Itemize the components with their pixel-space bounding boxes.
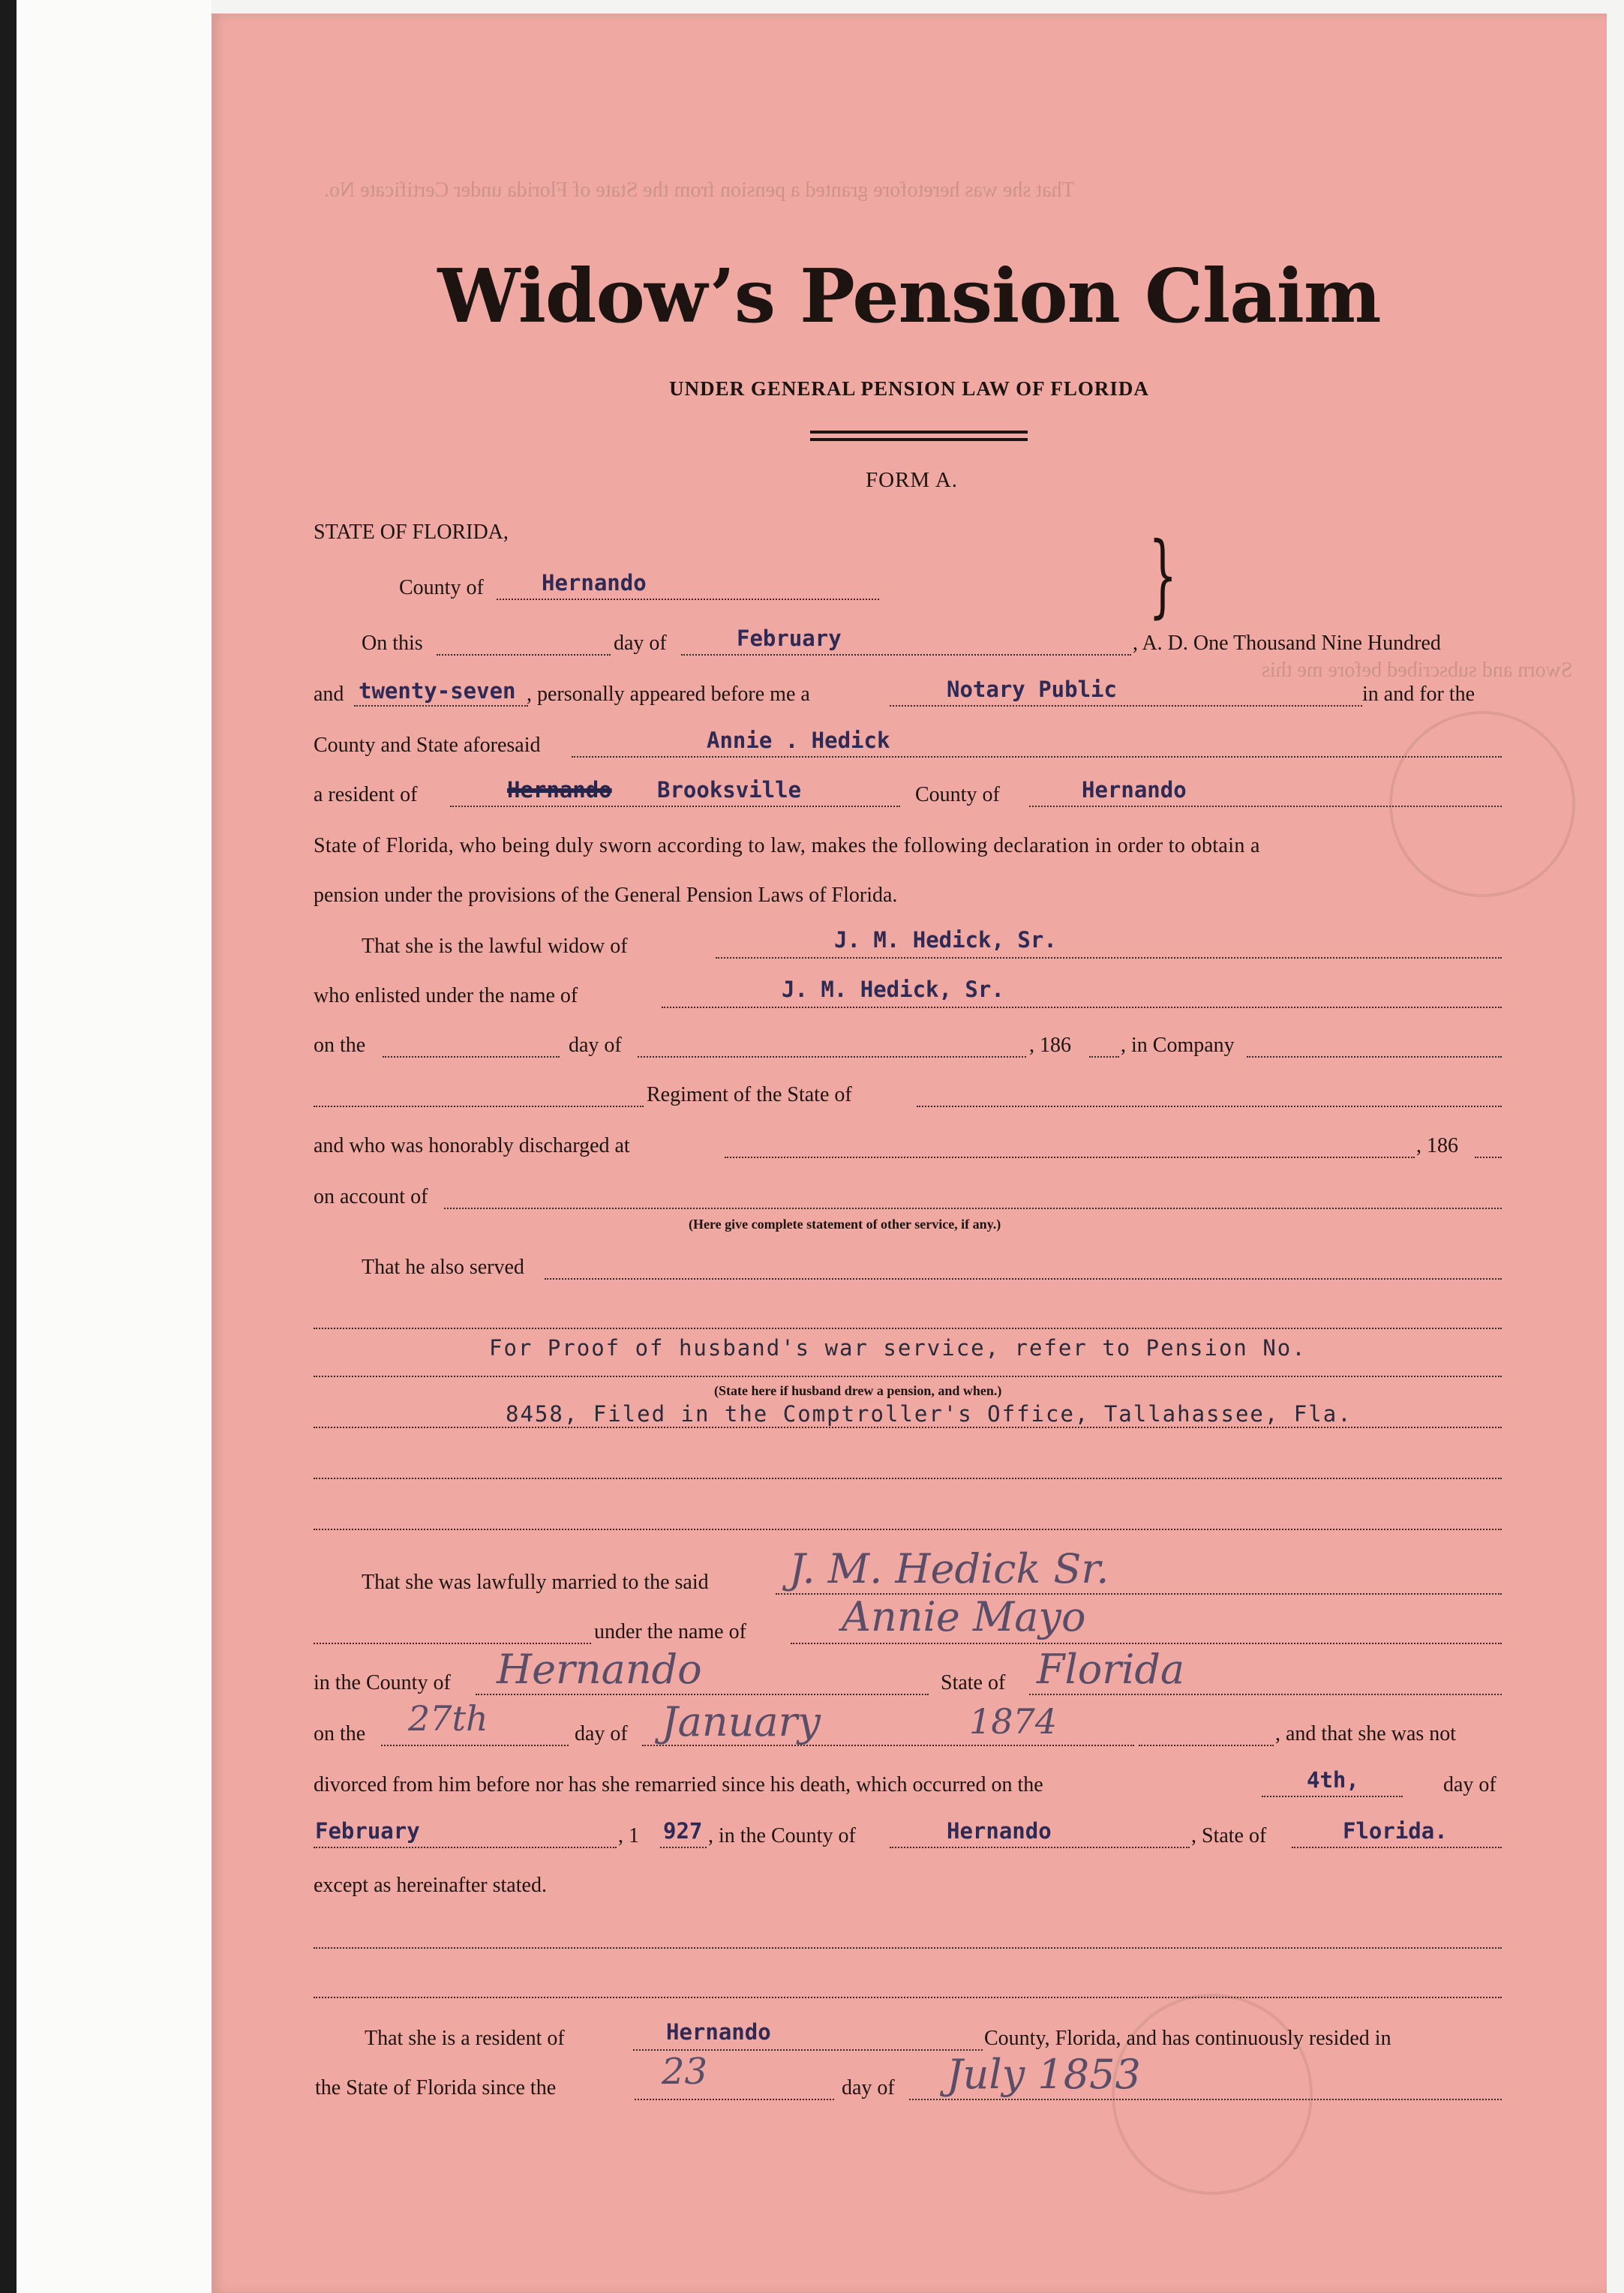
day-of-4: day of — [1443, 1773, 1496, 1796]
county-state: County and State aforesaid — [314, 734, 541, 757]
regiment-line — [314, 1106, 644, 1107]
marriage-day-line — [381, 1745, 569, 1746]
county-line-2 — [1029, 806, 1502, 807]
marriage-county-line — [476, 1694, 929, 1695]
enlisted-name: J. M. Hedick, Sr. — [782, 977, 1004, 1002]
marriage-state: Florida — [1037, 1646, 1185, 1693]
death-year-line — [660, 1847, 707, 1848]
enlist-day-line — [383, 1056, 560, 1058]
struck-text: Hernando — [507, 777, 612, 803]
form-subtitle: UNDER GENERAL PENSION LAW OF FLORIDA — [669, 377, 1149, 400]
discharged: and who was honorably discharged at — [314, 1134, 630, 1157]
since-day-line — [635, 2099, 834, 2100]
marriage-state-line — [1029, 1694, 1502, 1695]
seal-impression — [1112, 1994, 1313, 2195]
married-name: J. M. Hedick Sr. — [789, 1545, 1109, 1592]
year-words: twenty-seven — [359, 678, 516, 704]
regiment-state-line — [917, 1106, 1502, 1107]
day-of-5: day of — [842, 2076, 895, 2099]
state-of-label: State of — [941, 1671, 1006, 1694]
death-state: Florida. — [1343, 1818, 1448, 1844]
county-label: County of — [399, 576, 484, 599]
not-divorced-line — [1139, 1745, 1274, 1746]
on-this: On this — [362, 632, 423, 655]
company-line — [1247, 1056, 1502, 1058]
brace: } — [1148, 524, 1178, 628]
and-text: and — [314, 683, 344, 706]
since-month-line — [909, 2099, 1502, 2100]
since-day: 23 — [662, 2051, 708, 2093]
married-to: That she was lawfully married to the said — [362, 1571, 709, 1594]
county-value-2: Hernando — [1082, 777, 1187, 803]
death-county-line — [890, 1847, 1190, 1848]
blank-line-3 — [314, 1427, 1502, 1428]
state-of-2: , State of — [1191, 1824, 1267, 1847]
divorced-line: divorced from him before nor has she remarried since his death, which occurred on the — [314, 1773, 1043, 1796]
maiden-line — [791, 1643, 1502, 1644]
backing-sheet — [17, 0, 212, 2293]
county-line — [497, 599, 879, 600]
death-county: Hernando — [947, 1818, 1052, 1844]
day-of-3: day of — [575, 1722, 628, 1745]
on-the: on the — [314, 1034, 366, 1057]
discharged-year: , 186 — [1416, 1134, 1458, 1157]
blank-line-6 — [314, 1947, 1502, 1949]
scanner-edge — [0, 0, 17, 2293]
on-the-3: on the — [314, 1722, 366, 1745]
claimant-line — [572, 756, 1502, 758]
day-line — [437, 654, 611, 656]
widow-of: That she is the lawful widow of — [362, 935, 628, 958]
state-heading: STATE OF FLORIDA, — [314, 521, 509, 544]
under-name: under the name of — [594, 1620, 746, 1643]
county-value: Hernando — [542, 570, 647, 596]
year-digit-line — [1089, 1056, 1119, 1058]
marriage-year: 1874 — [969, 1701, 1058, 1742]
blank-line-7 — [314, 1997, 1502, 1998]
blank-line-5 — [314, 1529, 1502, 1530]
discharged-digit-line — [1475, 1157, 1502, 1158]
form-title: Widow’s Pension Claim — [437, 254, 1381, 340]
title-rule — [810, 438, 1028, 441]
seal-impression — [1389, 711, 1575, 897]
form-label: FORM A. — [866, 468, 959, 492]
company: , in Company — [1121, 1034, 1235, 1057]
death-month: February — [315, 1818, 420, 1844]
under-name-blank — [314, 1643, 591, 1644]
marriage-month: January — [662, 1698, 821, 1745]
title-rule — [810, 431, 1028, 434]
account-line — [444, 1208, 1502, 1209]
since-text: the State of Florida since the — [315, 2076, 557, 2099]
death-year: 927 — [663, 1818, 703, 1844]
proof-line-2: 8458, Filed in the Comptroller's Office, Tallahassee, Fla. — [506, 1401, 1352, 1427]
month-line — [681, 654, 1131, 656]
blank-line-4 — [314, 1478, 1502, 1479]
proof-line-1: For Proof of husband's war service, refer to Pension No. — [489, 1335, 1307, 1361]
sworn-line-2: pension under the provisions of the General Pension Laws of Florida. — [314, 884, 898, 907]
month-value: February — [737, 626, 842, 651]
account-note: (Here give complete statement of other service, if any.) — [689, 1217, 1001, 1232]
claimant-name: Annie . Hedick — [707, 728, 890, 753]
maiden-name: Annie Mayo — [842, 1593, 1086, 1640]
county-florida: County, Florida, and has continuously resided in — [984, 2027, 1391, 2050]
year-line — [354, 705, 528, 707]
sworn-line-1: State of Florida, who being duly sworn according to law, makes the following declaration in order to obtain a — [314, 834, 1260, 857]
officer-value: Notary Public — [947, 677, 1117, 702]
blank-line-2 — [314, 1376, 1502, 1377]
year-186: , 186 — [1029, 1034, 1071, 1057]
regiment: Regiment of the State of — [647, 1083, 852, 1106]
marriage-day: 27th — [408, 1698, 488, 1739]
enlisted-line — [662, 1007, 1502, 1008]
appeared-text: , personally appeared before me a — [527, 683, 810, 706]
death-day: 4th, — [1307, 1767, 1359, 1793]
death-month-line — [314, 1847, 617, 1848]
pension-form: That she was heretofore granted a pension from the State of Florida under Certificate No. Sworn and subscribed before me this Widow’s Pension Claim UNDER GENERAL PENSION LAW OF FLORIDA FORM A. STATE OF FLORIDA, County of Hernando } On this day of February , A. D. One Thousand Nine Hundred and twenty-seven , personally appeared before me a Notary Public in and for the County and State aforesaid Annie . Hedick a resident of Hernando Brooksville County of Hernando State of Florida, who being duly sworn according to law, makes the following declaration in order to obtain a pension under the provisions of the General Pension Laws of Florida. That she is the lawful widow of J. M. Hedick, Sr. who enlisted under the name of J. M. Hedick, Sr. on the day of , 186 , in Company Regiment of the State of and who was honorably discharged at , 186 on account of (Here give complete statement of other service, if any.) That he also served For Proof of husband's war service, refer to Pension No. (State here if husband drew a pension, and when.) 8458, Filed in the Comptroller's Office, Tallahassee, Fla. That she was lawfully married to the said J. M. Hedick Sr. under the name of Annie Mayo in the County of Hernando State of Florida on the 27th day of January 1874 , and that she was not divorced from him before nor has she remarried since his death, which occurred on the 4th, day of February , 1 927 , in the County of Hernando , State of Florida. except as hereinafter stated. That she is a resident of Hernando County, Florida, and has continuously resided in the State of Florida since the 23 day of July 1853 — [212, 14, 1607, 2293]
in-county: , in the County of — [708, 1824, 856, 1847]
blank-line-1 — [314, 1328, 1502, 1329]
proof-note: (State here if husband drew a pension, and when.) — [714, 1383, 1002, 1398]
comma-19: , 1 — [618, 1824, 639, 1847]
residence-county: Hernando — [666, 2019, 771, 2045]
county-of-marriage-label: in the County of — [314, 1671, 451, 1694]
death-state-line — [1292, 1847, 1502, 1848]
resident-of-2: That she is a resident of — [365, 2027, 565, 2050]
in-and-for: in and for the — [1362, 683, 1475, 706]
town-value: Brooksville — [657, 777, 802, 803]
day-of: day of — [614, 632, 667, 655]
widow-name: J. M. Hedick, Sr. — [834, 927, 1057, 953]
day-of-2: day of — [569, 1034, 622, 1057]
widow-line — [716, 957, 1502, 959]
death-day-line — [1262, 1796, 1403, 1797]
town-line — [450, 806, 900, 807]
resident-of: a resident of — [314, 783, 418, 806]
enlisted: who enlisted under the name of — [314, 984, 578, 1007]
not-divorced: , and that she was not — [1275, 1722, 1457, 1745]
enlist-month-line — [638, 1056, 1026, 1058]
except-text: except as hereinafter stated. — [314, 1874, 547, 1897]
county-of: County of — [915, 783, 1000, 806]
ad-text: , A. D. One Thousand Nine Hundred — [1133, 632, 1441, 655]
since-month-year: July 1853 — [947, 2051, 1141, 2098]
discharged-line — [725, 1157, 1415, 1158]
officer-line — [890, 705, 1362, 707]
marriage-county: Hernando — [497, 1646, 702, 1693]
also-served: That he also served — [362, 1256, 524, 1279]
also-served-line — [545, 1278, 1502, 1280]
account-of: on account of — [314, 1185, 428, 1208]
